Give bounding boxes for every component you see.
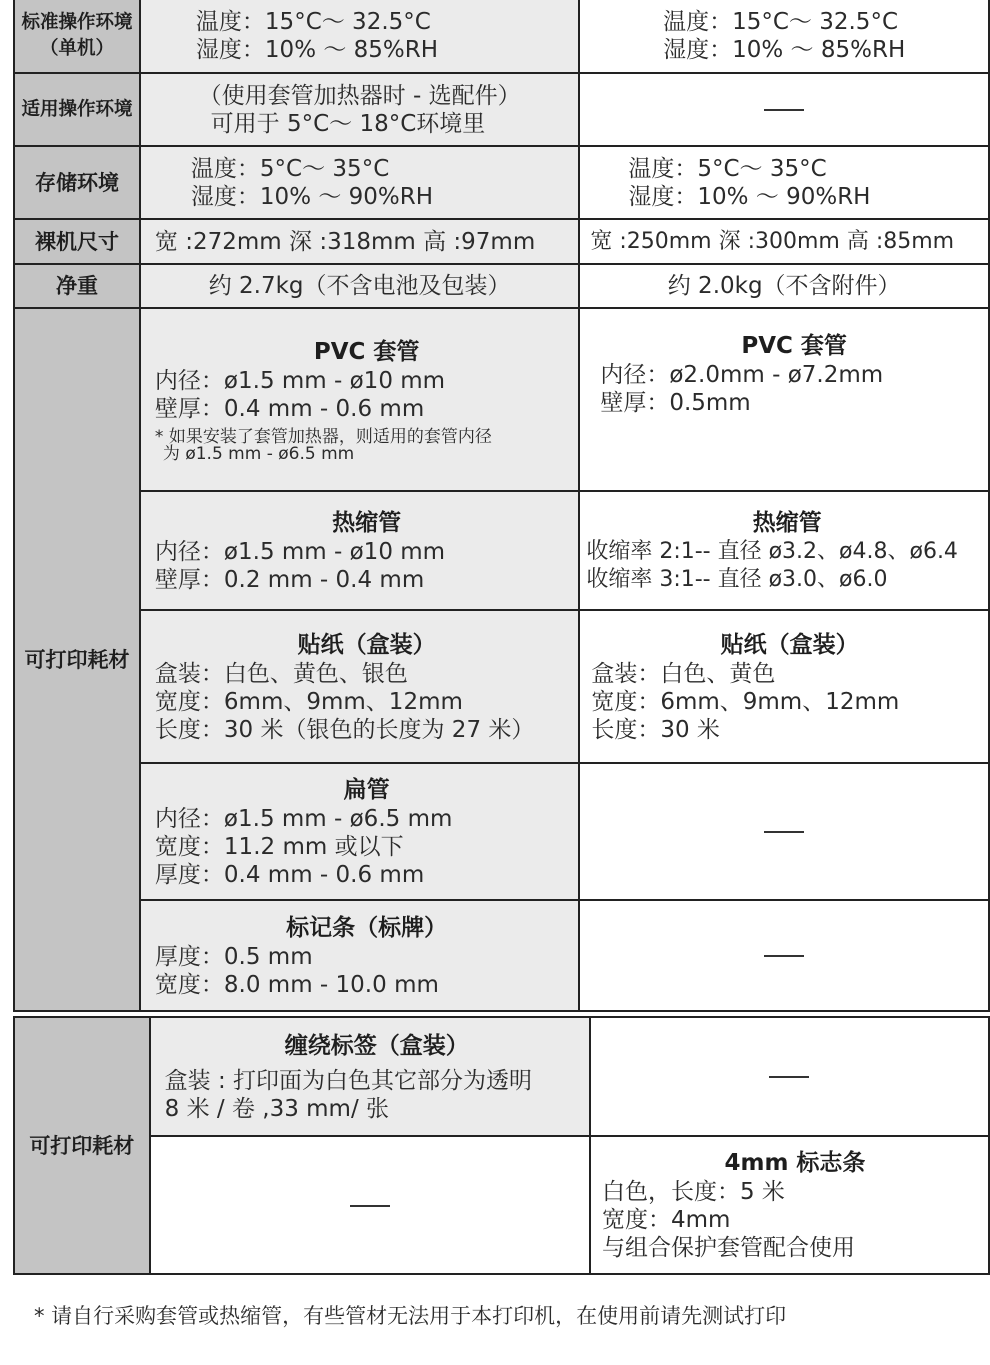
cell-storage-env-c1 <box>140 146 579 219</box>
table-row <box>14 491 989 610</box>
cell-title: 贴纸（盒装） <box>720 631 859 658</box>
cell-title: 贴纸（盒装） <box>297 631 436 658</box>
row-label-consumables-2: 可打印耗材 <box>14 1017 150 1274</box>
table-row <box>14 73 989 146</box>
cell-block <box>199 82 521 138</box>
cell-line: 宽度：6mm、9mm、12mm <box>154 688 463 715</box>
cell-storage-env-c2 <box>579 146 989 219</box>
cell-title: PVC 套管 <box>313 338 420 365</box>
cell-dimensions-c2 <box>579 219 989 264</box>
spec-table-continued <box>13 1016 990 1275</box>
cell-line: 湿度：10% ～ 90%RH <box>628 183 871 210</box>
cell-heat-shrink-c1 <box>140 491 579 610</box>
cell-note <box>154 426 578 464</box>
cell-line: 内径：ø1.5 mm - ø10 mm <box>154 367 446 394</box>
cell-wrap-label-c1 <box>150 1017 590 1136</box>
cell-marker-strip-c1 <box>140 900 579 1011</box>
cell-line: 宽 :250mm 深 :300mm 高 :85mm <box>590 228 955 254</box>
cell-line: 壁厚：0.4 mm - 0.6 mm <box>154 395 425 422</box>
note-line: * 如果安装了套管加热器，则适用的套管内径 <box>154 426 492 447</box>
cell-line: 厚度：0.5 mm <box>154 943 313 970</box>
table-row <box>14 219 989 264</box>
cell-line: 湿度：10% ～ 85%RH <box>195 36 439 63</box>
cell-wrap-label-c2 <box>590 1017 989 1136</box>
cell-net-weight-c1: 约 2.7kg（不含电池及包装） <box>140 264 579 308</box>
table-row <box>14 308 989 491</box>
cell-title: 缠绕标签（盒装） <box>284 1032 469 1059</box>
cell-title: PVC 套管 <box>741 333 847 359</box>
table-row <box>14 900 989 1011</box>
cell-line: 可用于 5°C～ 18°C环境里 <box>210 110 486 137</box>
empty-dash <box>764 955 804 957</box>
table-row <box>14 264 989 308</box>
row-label-net-weight: 净重 <box>14 264 140 308</box>
cell-line: 内径：ø2.0mm - ø7.2mm <box>600 362 884 388</box>
row-label-storage-env: 存储环境 <box>14 146 140 219</box>
cell-line: 宽度：8.0 mm - 10.0 mm <box>154 971 439 998</box>
cell-pvc-c1 <box>140 308 579 491</box>
empty-dash <box>764 831 804 833</box>
table-row <box>14 1136 989 1274</box>
cell-line: 长度：30 米（银色的长度为 27 米） <box>154 716 535 743</box>
cell-applicable-env-c1 <box>140 73 579 146</box>
cell-standard-env-c2 <box>579 0 989 73</box>
row-label-applicable-env: 适用操作环境 <box>14 73 140 146</box>
cell-line: 收缩率 2:1-- 直径 ø3.2、ø4.8、ø6.4 <box>586 538 958 564</box>
row-label-dimensions: 裸机尺寸 <box>14 219 140 264</box>
cell-line: 温度：15°C～ 32.5°C <box>195 8 431 35</box>
empty-dash <box>764 109 804 111</box>
cell-line: 厚度：0.4 mm - 0.6 mm <box>154 861 425 888</box>
cell-sticker-c2 <box>579 610 989 763</box>
cell-dimensions-c1 <box>140 219 579 264</box>
table-row <box>14 146 989 219</box>
cell-title: 标记条（标牌） <box>286 914 448 941</box>
cell-standard-env-c1 <box>140 0 579 73</box>
label-line: 标准操作环境 <box>21 11 133 33</box>
cell-block <box>663 8 905 64</box>
cell-pvc-c2 <box>579 308 989 491</box>
table-row <box>14 610 989 763</box>
cell-line: 宽度：4mm <box>601 1207 731 1233</box>
cell-line: 宽度：6mm、9mm、12mm <box>591 688 900 715</box>
cell-flat-tube-c2 <box>579 763 989 900</box>
cell-line: 湿度：10% ～ 85%RH <box>663 36 906 63</box>
cell-title: 扁管 <box>343 776 390 803</box>
cell-line: 内径：ø1.5 mm - ø10 mm <box>154 538 446 565</box>
spec-table <box>13 0 990 1012</box>
cell-line: 温度：5°C～ 35°C <box>628 155 827 182</box>
label-line: （单机） <box>39 37 114 59</box>
cell-title: 4mm 标志条 <box>724 1150 866 1176</box>
cell-title: 热缩管 <box>332 509 402 536</box>
cell-line: 盒装：白色、黄色 <box>591 660 776 687</box>
cell-line: 宽度：11.2 mm 或以下 <box>154 833 404 860</box>
note-line: 为 ø1.5 mm - ø6.5 mm <box>162 443 355 464</box>
footnote: * 请自行采购套管或热缩管，有些管材无法用于本打印机，在使用前请先测试打印 <box>34 1304 787 1328</box>
cell-heat-shrink-c2 <box>579 491 989 610</box>
empty-dash <box>769 1076 809 1078</box>
cell-line: 长度：30 米 <box>591 716 720 743</box>
cell-title: 热缩管 <box>752 509 822 536</box>
cell-line: 宽 :272mm 深 :318mm 高 :97mm <box>154 228 536 255</box>
cell-line: 白色，长度：5 米 <box>601 1179 785 1205</box>
row-label-standard-env <box>14 0 140 73</box>
cell-line: 壁厚：0.2 mm - 0.4 mm <box>154 566 425 593</box>
cell-line: （使用套管加热器时 - 选配件） <box>198 82 521 109</box>
table-row <box>14 0 989 73</box>
empty-dash <box>350 1205 390 1207</box>
cell-sticker-c1 <box>140 610 579 763</box>
cell-line: 温度：5°C～ 35°C <box>190 155 390 182</box>
cell-line: 与组合保护套管配合使用 <box>601 1235 855 1261</box>
cell-line: 盒装：白色、黄色、银色 <box>154 660 408 687</box>
cell-applicable-env-c2 <box>579 73 989 146</box>
cell-line: 内径：ø1.5 mm - ø6.5 mm <box>154 805 453 832</box>
cell-line: 温度：15°C～ 32.5°C <box>663 8 899 35</box>
table-row <box>14 763 989 900</box>
cell-line: 壁厚：0.5mm <box>600 390 751 416</box>
cell-line: 盒装 : 打印面为白色其它部分为透明 <box>164 1067 533 1094</box>
cell-marker-4mm-c2 <box>590 1136 989 1274</box>
cell-line: 收缩率 3:1-- 直径 ø3.0、ø6.0 <box>586 566 888 592</box>
cell-net-weight-c2: 约 2.0kg（不含附件） <box>579 264 989 308</box>
cell-flat-tube-c1 <box>140 763 579 900</box>
cell-marker-4mm-c1 <box>150 1136 590 1274</box>
table-row <box>14 1017 989 1136</box>
cell-line: 8 米 / 卷 ,33 mm/ 张 <box>164 1095 390 1122</box>
row-label-consumables: 可打印耗材 <box>14 308 140 1011</box>
cell-line: 湿度：10% ～ 90%RH <box>190 183 434 210</box>
cell-marker-strip-c2 <box>579 900 989 1011</box>
